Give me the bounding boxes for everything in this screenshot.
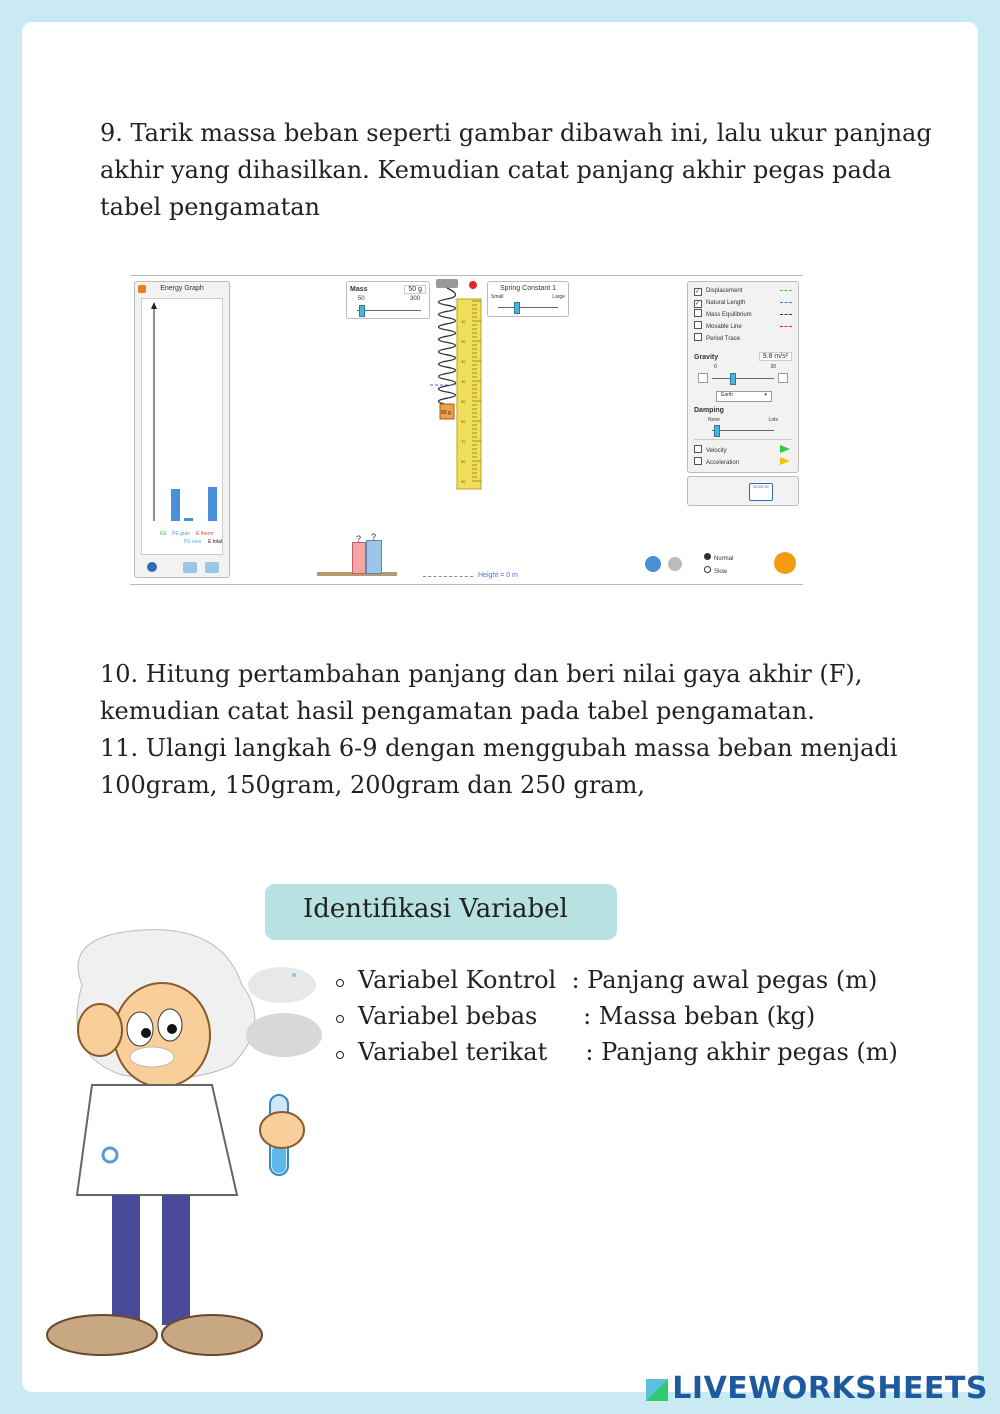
checkbox[interactable]: ✓	[695, 301, 701, 307]
variable-independent: Variabel bebas : Massa beban (kg)	[334, 998, 898, 1034]
acceleration-arrow-icon	[780, 457, 790, 465]
variable-list	[334, 962, 898, 1070]
spring-small: Small	[491, 294, 504, 300]
step-icon[interactable]	[668, 557, 682, 571]
smoke-cloud	[246, 1013, 322, 1057]
spring-coil	[439, 288, 456, 404]
checkbox[interactable]: ✓	[695, 289, 701, 295]
lab-coat	[77, 1085, 237, 1195]
bar-pe-elas	[184, 518, 193, 521]
energy-graph-panel	[134, 281, 230, 578]
stopwatch-icon[interactable]: 00:00.00	[749, 483, 773, 501]
bubble	[292, 973, 296, 977]
option-natural-length[interactable]	[694, 297, 792, 309]
scientist-illustration	[22, 925, 342, 1385]
ruler-tick-label: 80	[461, 459, 466, 464]
damping-slider-thumb[interactable]	[714, 425, 720, 437]
velocity-option[interactable]: Velocity	[694, 445, 727, 454]
spring-slider-track[interactable]	[498, 307, 558, 308]
energy-graph-area	[141, 298, 223, 555]
option-marker-icon	[780, 302, 792, 303]
ruler-tick-label: 60	[461, 419, 466, 424]
spring-large: Large	[552, 294, 565, 300]
right-shoe	[162, 1315, 262, 1355]
zoom-in-icon[interactable]	[205, 562, 219, 573]
spring-constant-label: Spring Constant 1	[499, 285, 557, 292]
left-leg	[112, 1195, 140, 1325]
speed-normal-option[interactable]: Normal	[704, 553, 733, 562]
label-e-therm: E therm	[196, 531, 214, 537]
bar-e-total	[208, 487, 217, 521]
ruler-tick-label: 40	[461, 379, 466, 384]
stopwatch-panel	[687, 476, 799, 506]
gravity-slider-thumb[interactable]	[730, 373, 736, 385]
spring-hanger	[436, 279, 458, 288]
left-pupil	[141, 1028, 151, 1038]
steam-cloud	[248, 967, 316, 1003]
acceleration-checkbox	[694, 457, 702, 465]
option-label: Natural Length	[706, 300, 746, 306]
hanging-mass-label: 50 g	[441, 410, 451, 416]
mass-value: 50 g	[404, 285, 426, 294]
label-e-total: E total	[208, 539, 222, 545]
test-tube-liquid	[272, 1145, 286, 1173]
option-label: Period Trace	[706, 336, 741, 342]
divider	[694, 439, 792, 440]
checkbox[interactable]	[694, 321, 702, 329]
option-displacement[interactable]	[694, 285, 792, 297]
spring-constant-control	[487, 281, 569, 317]
ruler-tick-label: 70	[461, 439, 466, 444]
gravity-label: Gravity	[694, 354, 719, 361]
unknown-mass-red-label: ?	[356, 534, 362, 544]
right-leg	[162, 1195, 190, 1325]
liveworksheets-logo: LIVEWORKSHEETS	[646, 1371, 988, 1406]
stop-icon	[469, 281, 477, 289]
unknown-mass-blue[interactable]	[366, 540, 382, 574]
speed-slow-option[interactable]: Slow	[704, 566, 727, 575]
ruler-tick-label: 90	[461, 479, 466, 484]
gravity-increase-icon[interactable]	[778, 373, 788, 383]
mass-control	[346, 281, 430, 319]
energy-graph-title: Energy Graph	[160, 285, 204, 292]
reset-icon[interactable]	[774, 552, 796, 574]
normal-radio	[704, 553, 711, 560]
ruler-tick-label: 20	[461, 339, 466, 344]
acceleration-option[interactable]: Acceleration	[694, 457, 739, 466]
unknown-mass-red[interactable]	[352, 542, 366, 574]
spring-slider-thumb[interactable]	[514, 302, 520, 314]
spring-simulation-image	[130, 275, 803, 585]
option-mass-equilibrium[interactable]	[694, 309, 792, 321]
gravity-decrease-icon[interactable]	[698, 373, 708, 383]
option-label: Mass Equilibrium	[706, 312, 752, 318]
damping-none: None	[708, 417, 720, 423]
ruler-tick-label: 50	[461, 399, 466, 404]
axis-arrow-icon	[151, 302, 157, 309]
logo-icon	[646, 1379, 668, 1401]
damping-lots: Lots	[768, 417, 778, 423]
checkbox[interactable]	[694, 333, 702, 341]
mass-slider-track[interactable]	[357, 310, 421, 311]
unknown-mass-blue-label: ?	[371, 532, 377, 542]
planet-select[interactable]: Earth ▾	[716, 391, 772, 402]
gravity-slider-track[interactable]	[712, 378, 774, 379]
damping-slider-track[interactable]	[712, 430, 774, 431]
pause-icon[interactable]	[645, 556, 661, 572]
label-pe-grav: PE grav	[172, 531, 190, 537]
option-marker-icon	[780, 290, 792, 291]
gravity-value: 9.8 m/s²	[759, 352, 792, 361]
gravity-max: 30	[770, 364, 776, 370]
energy-graph-svg	[142, 299, 222, 554]
bar-pe-grav	[171, 489, 180, 521]
mass-max: 300	[409, 296, 420, 302]
chevron-down-icon: ▾	[764, 392, 767, 398]
step-9-text: 9. Tarik massa beban seperti gambar dibawah ini, lalu ukur panjnag akhir yang dihasilkan. Kemudian catat panjang akhir pegas pada tabel pengamatan	[100, 119, 932, 221]
options-list	[694, 285, 792, 345]
mass-slider-thumb[interactable]	[359, 305, 365, 317]
spring-and-ruler	[430, 279, 490, 494]
gravity-min: 0	[714, 364, 717, 370]
velocity-checkbox	[694, 445, 702, 453]
option-period-trace[interactable]	[694, 333, 792, 345]
option-movable-line[interactable]	[694, 321, 792, 333]
raised-hand	[78, 1004, 122, 1056]
mass-min: 50	[358, 296, 365, 302]
zoom-out-icon[interactable]	[183, 562, 197, 573]
step-11-text: 11. Ulangi langkah 6-9 dengan menggubah massa beban menjadi 100gram, 150gram, 200gram dan 250 gram,	[100, 734, 898, 799]
option-marker-icon	[780, 314, 792, 315]
right-pupil	[167, 1024, 177, 1034]
velocity-arrow-icon	[780, 445, 790, 453]
left-shoe	[47, 1315, 157, 1355]
options-panel	[687, 281, 799, 473]
info-icon[interactable]	[147, 562, 157, 572]
slow-radio	[704, 566, 711, 573]
ruler-tick-label: 30	[461, 359, 466, 364]
option-label: Movable Line	[706, 324, 742, 330]
label-ke: KE	[160, 531, 167, 537]
mustache	[130, 1047, 174, 1067]
holding-hand	[260, 1112, 304, 1148]
label-pe-elas: PE elas	[184, 539, 202, 545]
variable-dependent: Variabel terikat : Panjang akhir pegas (m)	[334, 1034, 898, 1070]
option-label: Displacement	[706, 288, 743, 294]
checkbox[interactable]	[694, 309, 702, 317]
identifikasi-title: Identifikasi Variabel	[303, 894, 568, 924]
step-10-text: 10. Hitung pertambahan panjang dan beri nilai gaya akhir (F), kemudian catat hasil pengamatan pada tabel pengamatan.	[100, 660, 863, 725]
variable-control: Variabel Kontrol : Panjang awal pegas (m)	[334, 962, 898, 998]
mass-label: Mass	[350, 286, 368, 293]
option-marker-icon	[780, 326, 792, 327]
left-eye	[127, 1012, 153, 1046]
height-label: Height = 0 m	[478, 572, 518, 579]
ruler-tick-label: 10	[461, 319, 466, 324]
height-reference-line	[423, 576, 473, 577]
damping-label: Damping	[694, 407, 724, 414]
